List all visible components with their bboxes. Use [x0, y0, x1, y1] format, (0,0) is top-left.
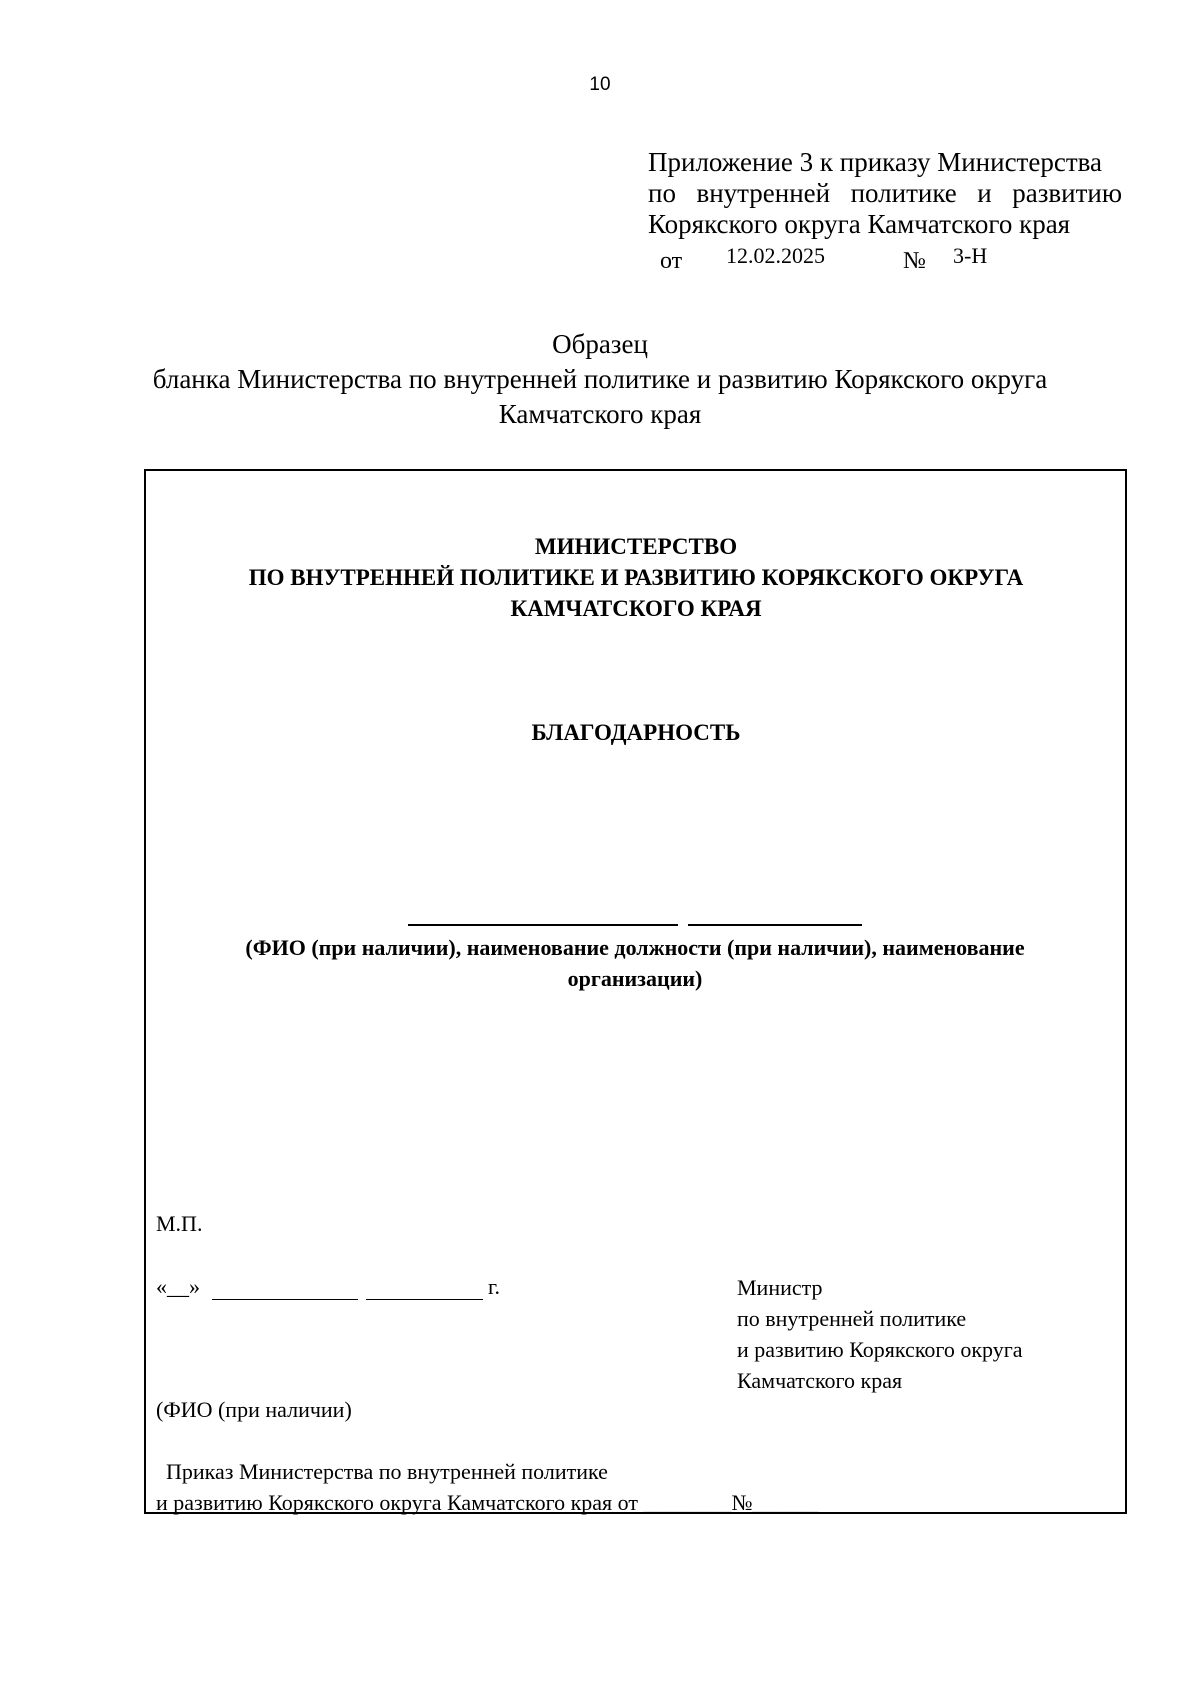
- appendix-number-label: №: [903, 248, 926, 274]
- minister-line-2: по внутренней политике: [737, 1306, 967, 1331]
- order-reference: [156, 1456, 818, 1518]
- appendix-line-2: по внутренней политике и развитию: [648, 178, 1122, 208]
- order-reference-line-2: и развитию Корякского округа Камчатского края от ________№______: [156, 1490, 819, 1515]
- recipient-caption: (ФИО (при наличии), наименование должности (при наличии), наименование организации): [245, 935, 1025, 991]
- sign-date-month-underline: [212, 1299, 358, 1300]
- appendix-header: [648, 147, 1122, 240]
- page-number: 10: [589, 74, 611, 95]
- stamp-label: М.П.: [156, 1211, 203, 1236]
- minister-line-1: Министр: [737, 1275, 823, 1300]
- recipient-name-underline: [408, 924, 678, 926]
- minister-line-4: Камчатского края: [737, 1368, 903, 1393]
- sample-heading-line-1: Образец: [552, 329, 648, 359]
- recipient-position-underline: [688, 924, 862, 926]
- appendix-number-value: 3-Н: [953, 243, 988, 268]
- order-reference-line-1: Приказ Министерства по внутренней политике: [166, 1459, 608, 1484]
- appendix-line-1: Приложение 3 к приказу Министерства: [648, 147, 1103, 177]
- minister-line-3: и развитию Корякского округа: [737, 1337, 1023, 1362]
- ministry-name: [146, 531, 1126, 624]
- signer-fio-label: (ФИО (при наличии): [156, 1397, 352, 1422]
- appendix-date-label: от: [660, 248, 683, 274]
- award-title: БЛАГОДАРНОСТЬ: [531, 720, 741, 745]
- sign-date-prefix: «__»: [156, 1274, 200, 1299]
- ministry-line-2: ПО ВНУТРЕННЕЙ ПОЛИТИКЕ И РАЗВИТИЮ КОРЯКСКОГО ОКРУГА: [248, 565, 1024, 590]
- appendix-line-3: Корякского округа Камчатского края: [648, 209, 1071, 239]
- ministry-line-3: КАМЧАТСКОГО КРАЯ: [510, 596, 762, 621]
- ministry-line-1: МИНИСТЕРСТВО: [534, 534, 738, 559]
- appendix-date-value: 12.02.2025: [726, 243, 825, 268]
- sign-date-suffix: г.: [488, 1274, 501, 1299]
- sample-heading-line-2: бланка Министерства по внутренней политике и развитию Корякского округа: [152, 364, 1048, 394]
- sample-heading-line-3: Камчатского края: [498, 399, 702, 429]
- sample-heading: [120, 327, 1080, 432]
- sign-date-year-underline: [366, 1299, 483, 1300]
- minister-signature-block: [737, 1272, 1023, 1396]
